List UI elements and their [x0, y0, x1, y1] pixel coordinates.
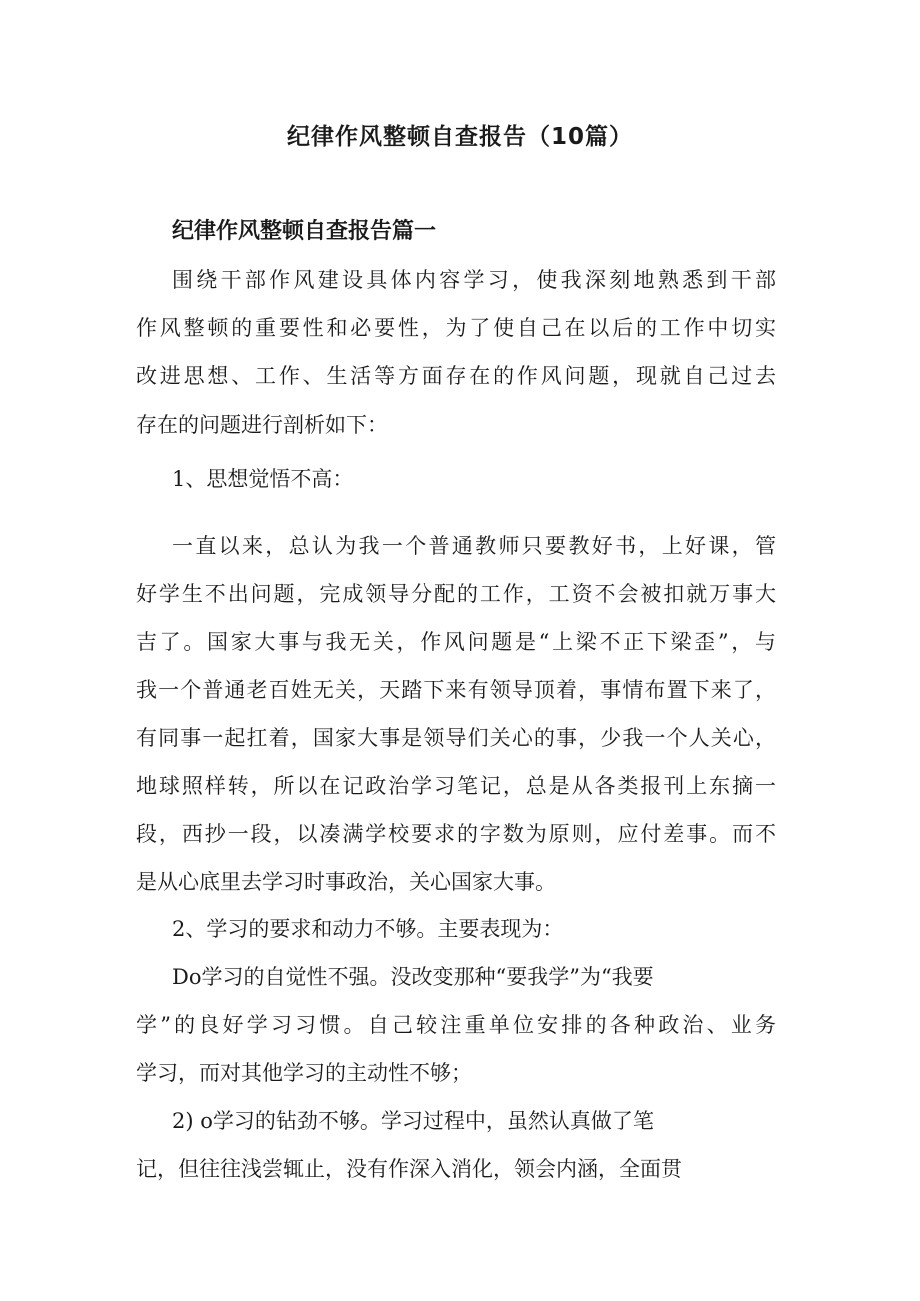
section-heading: 纪律作风整顿自查报告篇一 [172, 219, 437, 244]
paragraph-line: Do学习的自觉性不强。没改变那种“要我学”为“我要 [172, 965, 654, 989]
list-item-heading: 2、学习的要求和动力不够。主要表现为： [172, 917, 564, 941]
paragraph-line: 一直以来，总认为我一个普通教师只要教好书，上好课，管 [172, 534, 776, 558]
paragraph-line: 有同事一起扛着，国家大事是领导们关心的事，少我一个人关心， [136, 726, 776, 750]
paragraph-line: 改进思想、工作、生活等方面存在的作风问题，现就自己过去 [136, 364, 776, 388]
document-title: 纪律作风整顿自查报告（10篇） [286, 124, 633, 150]
paragraph-line: 地球照样转，所以在记政治学习笔记，总是从各类报刊上东摘一 [136, 774, 776, 798]
paragraph-line: 学习，而对其他学习的主动性不够； [136, 1061, 472, 1085]
paragraph-line: 围绕干部作风建设具体内容学习，使我深刻地熟悉到干部 [172, 268, 776, 292]
paragraph-line: 2) o学习的钻劲不够。学习过程中，虽然认真做了笔 [172, 1109, 654, 1133]
paragraph-line: 学”的良好学习习惯。自己较注重单位安排的各种政治、业务 [136, 1013, 776, 1037]
paragraph-line: 记，但往往浅尝辄止，没有作深入消化，领会内涵，全面贯 [136, 1157, 682, 1181]
paragraph-line: 作风整顿的重要性和必要性，为了使自己在以后的工作中切实 [136, 316, 776, 340]
paragraph-line: 是从心底里去学习时事政治，关心国家大事。 [136, 870, 556, 894]
paragraph-line: 段，西抄一段，以凑满学校要求的字数为原则，应付差事。而不 [136, 822, 776, 846]
paragraph-line: 好学生不出问题，完成领导分配的工作，工资不会被扣就万事大 [136, 582, 776, 606]
paragraph-line: 吉了。国家大事与我无关，作风问题是“上梁不正下梁歪”，与 [136, 630, 776, 654]
list-item-heading: 1、思想觉悟不高： [172, 467, 354, 491]
paragraph-line: 我一个普通老百姓无关，天踏下来有领导顶着，事情布置下来了， [136, 678, 776, 702]
paragraph-line: 存在的问题进行剖析如下： [136, 413, 388, 437]
